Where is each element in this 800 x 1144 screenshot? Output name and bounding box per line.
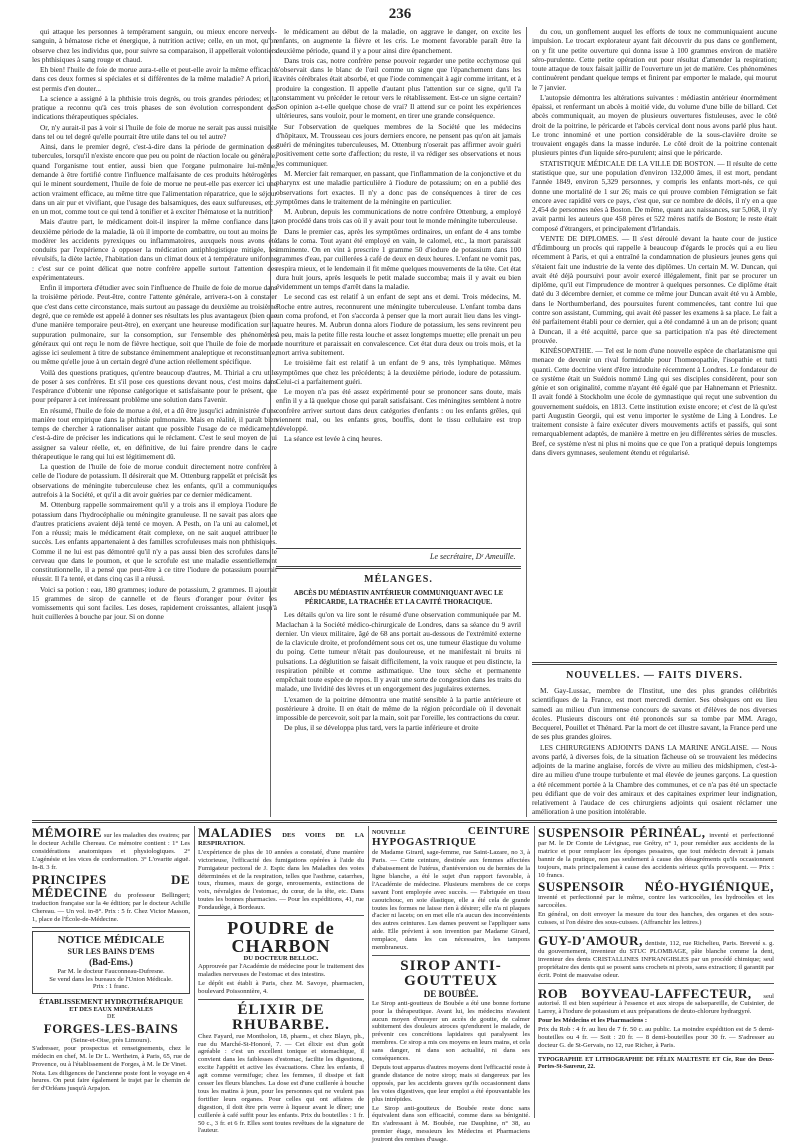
principes-heading: PRINCIPES DE MÉDECINE <box>32 871 190 901</box>
page-number: 236 <box>388 6 412 22</box>
paragraph: La séance est levée à cinq heures. <box>284 434 383 444</box>
suspensoir-note: En général, on doit envoyer la mesure du tour des hanches, des organes et des sous-cuisses, si l'on désire des sous-cuisses. (Affranchir les lettres.) <box>538 911 774 927</box>
ad-divider <box>538 983 774 984</box>
rob-sale: Pour les Médecins et les Pharmaciens : <box>538 1017 648 1025</box>
ad-divider <box>32 927 190 928</box>
paragraph: Mais d'autre part, le médicament doit-il inspirer la même confiance dans la deuxième période de la maladie, là où il importe de combattre, ou tout au moins de modérer les accidents pyrexiques ou inflammatoires, auxquels nous avons été conduits par l'expérience à opposer la médication antiphlogistique mitigée, les révulsifs, la diète lactée, l'habitation dans un climat doux et à température uniforme : c'est sur ce point délicat que notre confrère appelle surtout l'attention des expérimentateurs. <box>32 217 277 282</box>
rob-text: seul autorisé. Il est bien supérieur à l'essence et aux sirops de salsepareille, de Cuisinier, de Larrey, à l'iodure de potassium et aux préparations de deuto-chlorure hydrargyré. <box>538 992 774 1016</box>
ceinture-text: de Madame Girard, sage-femme, rue Saint-Lazare, no 3, à Paris. — Cette ceinture, destinée aux femmes affectées d'abaissement de l'utérus, d'antéversion ou de hernies de la ligne blanche, a été le sujet d'un rapport favorable, à l'Académie de médecine. Plusieurs membres de ce corps savant l'ont employée avec succès. — Fabriquée en tissu caoutchouc, en soie élastique, elle a été cela de grande toutes les formes ne laisse rien à désirer; elle n'a ni plaques d'acier ni lacets; on en met elle n'a aucun des inconvénients des autres ceintures. Les dames peuvent se l'appliquer sans aide. Elle prévient à son invention par Madame Girard, remplace, dans les cas nécessaires, les tampons membraneux. <box>372 849 530 952</box>
paragraph: Voilà des questions pratiques, qu'entre beaucoup d'autres, M. Thirial a cru utile de poser à ses confrères. Et s'il pose ces questions devant nous, c'est moins dans l'espérance d'obtenir une réponse catégorique et satisfaisante pour le présent, que pour préparer à cet intéressant problème une solution dans l'avenir. <box>32 367 277 405</box>
notice-sale: Se vend dans les bureaux de l'Union Médicale. <box>49 975 173 983</box>
ads-column-4 <box>538 826 774 1116</box>
rob-heading: ROB BOYVEAU-LAFFECTEUR, <box>538 985 752 1001</box>
paragraph: STATISTIQUE MÉDICALE DE LA VILLE DE BOSTON. — Il résulte de cette statistique que, sur une population d'environ 132,000 âmes, il est mort, pendant l'année 1849, environ 5,329 personnes, y compris les enfants mort-nés, ce qui donne une mortalité de 1 sur 26; mais ce qui prouve combien l'émigration se fait encore avec rapidité vers ce pays, c'est que, sur ce nombre de décès, il n'y en a que 2,454 de personnes nées à Boston. De même, quant aux naissances, sur 5,068, il n'y avait parmi les auteurs que 458 pères et 522 mères natifs de Boston; le reste était composé d'étrangers, et principalement d'Irlandais. <box>532 158 777 233</box>
paragraph: Eh bien! l'huile de foie de morue aura-t-elle et peut-elle avoir la même efficacité dans ces deux formes si spéciales et si différentes de la même maladie? A priori, il est permis d'en douter... <box>32 65 277 93</box>
melanges-heading: MÉLANGES. <box>364 574 433 585</box>
paragraph: le médicament au début de la maladie, on aggrave le danger, on excite les enfants, on augmente la fièvre et les cris. Le moment favorable paraît être la deuxième période, quand il y a pour ainsi dire épanchement. <box>276 27 521 55</box>
suspensoir-neo-heading: SUSPENSOIR NÉO-HYGIÉNIQUE, <box>538 879 774 895</box>
etab-subtitle: ET DES EAUX MINÉRALES <box>69 1006 153 1014</box>
column-rule <box>526 27 527 817</box>
memoire-heading: MÉMOIRE <box>32 825 102 840</box>
paragraph: La question de l'huile de foie de morue conduit directement notre confrère à celle de l'iodure de potassium. Il désirerait que M. Ottenburg rappelât et précisât les observations de méningite tuberculeuse chez les enfants, qu'il a communiquées autrefois à la Société, et qu'il a dit avoir guéries par ce dernier médicament. <box>32 462 277 500</box>
column-2 <box>276 27 521 572</box>
nouvelles-heading: NOUVELLES. — FAITS DIVERS. <box>566 670 743 681</box>
rob-prices: Prix du Rob : 4 fr. au lieu de 7 fr. 50 c. au public. La moindre expédition est de 5 demi-bouteilles ou 4 fr. — Soit : 20 fr. — 8 demi-bouteilles pour 30 fr. — S'adresser au docteur G. de St-Gervais, no 12, rue Richer, à Paris. <box>538 1026 774 1049</box>
ad-divider <box>538 930 774 931</box>
ads-column-1 <box>32 826 190 1116</box>
ad-divider <box>198 915 364 916</box>
forges-note: Nota. Les diligences de l'ancienne poste font le voyage en 4 heures. On peut faire également le trajet par le chemin de fer d'Orléans jusqu'à Arpajon. <box>32 1069 190 1093</box>
ceinture-pre: NOUVELLE <box>372 830 406 836</box>
ad-divider <box>372 955 530 956</box>
divider <box>532 662 777 665</box>
sirop-text-3: Le Sirop anti-goutteux de Boubée reste donc sans équivalent dans son efficacité, comme dans sa bénignité. En s'adressant à M. Boubée, rue Dauphine, n° 38, au premier étage, messieurs les Médecins et Pharmaciens jouiront des remises d'usage. <box>372 1104 530 1144</box>
maladies-heading: MALADIES <box>198 825 273 840</box>
suspensoir-perineal-heading: SUSPENSOIR PÉRINÉAL, <box>538 825 706 840</box>
column-rule <box>270 27 271 817</box>
ads-column-3 <box>372 825 530 1144</box>
guy-text: dentiste, 112, rue Richelieu, Paris. Breveté s. g. du gouvernement, inventeur du STUC PLOMBAGE, pâte blanche comme la dent, inventeur des dents CRISTALLINES INFRANGIBLES par un procédé chimique; seul propriétaire des dents qui se posent sans crochets ni pivots, sans extraction; il garantit par écrit. Point de mauvaise odeur. <box>538 939 774 979</box>
forges-text: S'adresser, pour prospectus et renseignements, chez le médecin en chef, M. le Dr L. Wertheim, à Paris, 65, rue de Provence, ou à l'établissement de Forges, à M. le Dr Vinet. <box>32 1044 190 1068</box>
sirop-heading: SIROP ANTI-GOUTTEUX <box>400 957 502 989</box>
paragraph: Voici sa potion : eau, 180 grammes; iodure de potassium, 2 grammes. Il ajoutait 15 grammes de sirop de cannelle et de fleurs d'oranger pour éviter les vomissements qui sont faciles. Les doses, rapidement croissantes, allaient jusqu'à huit cuillerées à bouche par jour. Si on donne <box>32 584 277 622</box>
paragraph: VENTE DE DIPLOMES. — Il s'est déroulé devant la haute cour de justice d'Édimbourg un procès qui rappelle à beaucoup d'égards le procès qui a eu lieu récemment à Paris, et qui a entraîné la condamnation de plusieurs jeunes gens qui s'étaient fait une industrie de la vente des diplômes. Un certain M. W. Duncan, qui avait été déjà poursuivi pour avoir exercé illégalement, finit par se procurer un diplôme, qu'il eut l'imprudence de montrer à quelques personnes. Ce diplôme était daté du 3 décembre dernier, et comme ce même jour Duncan avait été vu à Amble, dans le Northumberland, des poursuites furent commencées, tant contre lui que contre son assistant, Cumming, qui avait été passer les examens à sa place. Le fait a été parfaitement établi pour ce dernier, qui a été condamné à un an de prison; quant à Duncan, il a été acquitté, parce que sa participation n'a pas été directement prouvée. <box>532 233 777 345</box>
paragraph: Dans le premier cas, après les symptômes ordinaires, un enfant de 4 ans tombe dans le coma. Tout ayant été employé en vain, le calomel, etc., la mort paraissait imminente. On en vint à prescrire 1 gramme 50 d'iodure de potassium dans 100 grammes d'eau, par cuillerées à café de deux en deux heures. L'enfant ne vomit pas, respira mieux, et le lendemain il fit même quelques mouvements de la tête. Cet état dura huit jours, après lesquels le petit malade succomba; mais il y avait eu bien évidemment un temps d'arrêt dans la maladie. <box>276 226 521 292</box>
paragraph: M. Mercier fait remarquer, en passant, que l'inflammation de la conjonctive et du pharynx est une maladie particulière à l'iodure de potassium; on en a publié des observations fort exactes. Il n'y a donc pas de conséquences à tirer de ces symptômes dans le traitement de la méningite en particulier. <box>276 168 521 206</box>
forges-place: (Seine-et-Oise, près Limours). <box>70 1036 152 1044</box>
sirop-subtitle: DE BOUBÉE. <box>423 988 479 999</box>
paragraph: De plus, il se développa plus tard, vers la partie inférieure et droite <box>284 723 479 733</box>
ad-column-rule <box>368 826 369 1118</box>
ad-divider <box>198 999 364 1000</box>
paragraph: Dans trois cas, notre confrère pense pouvoir regarder une petite ecchymose qui s'observait dans le blanc de l'œil comme un signe que l'épanchement dans les cavités cérébrales était absorbé, et que l'iode commençait à agir comme irritant, et à produire la congestion. Il appelle d'autant plus l'attention sur ce signe, qu'il l'a constamment vu précéder le retour vers le rétablissement. Est-ce un signe certain? Son opinion a-t-elle quelque chose de vrai? Il attend sur ce point les expériences ultérieures, sans vouloir, pour le moment, en tirer une grande conséquence. <box>276 55 521 121</box>
ad-column-rule <box>534 826 535 1118</box>
paragraph: du cou, un gonflement auquel les efforts de toux ne communiquaient aucune impulsion. Le trocart explorateur ayant fait découvrir du pus dans ce gonflement, on y fit une petite ouverture qui donna issue à 100 grammes environ de matière séro-purulente. Cette petite opération eut pour résultat d'amender la respiration; toute attaque de toux faisait jaillir de l'ouverture un jet de matière. Ces phénomènes continuèrent pendant quelque temps et finirent par emporter le malade, qui mourut le 7 janvier. <box>532 27 777 92</box>
paragraph: Ainsi, dans le premier degré, c'est-à-dire dans la période de germination des tubercules, lorsqu'il n'existe encore que peu ou point de réaction locale ou générale, quand l'organisme tout entier, aussi bien que l'organe pulmonaire lui-même, demande à être fortifié contre l'influence malfaisante de ces produits hétérogènes qui le minent sourdement, l'huile de foie de morue ne peut-elle pas exercer ici une action vraiment efficace, au même titre que l'alimentation réparatrice, que le séjour dans un air pur et vivifiant, que l'usage des balsamiques, des eaux sulfureuses, etc., en un mot, comme tout ce qui tend à tonifier et à exciter l'hématose et la nutrition? <box>32 142 277 217</box>
suspensoir-neo-text: inventé et perfectionné par le même, contre les varicocèles, les hydrocèles et les sarcocèles. <box>538 894 774 910</box>
ad-divider <box>538 1053 774 1054</box>
maladies-subtitle: DES VOIES DE LA RESPIRATION. <box>198 832 364 847</box>
notice-box <box>32 931 190 994</box>
paragraph: Le second cas est relatif à un enfant de sept ans et demi. Trois médecins, M. Roche entre autres, reconnurent une méningite tuberculeuse. L'enfant tomba dans un coma profond, et l'on s'accorda à penser que la mort aurait lieu dans les vingt-quatre heures. M. Aubrun donna alors l'iodure de potassium, les sens revinrent peu à peu, mais la petite fille resta louche et assez longtemps muette; elle prenait un peu de nourriture et paraissait en convalescence. Cet état dura deux ou trois mois, et la mort arriva subitement. <box>276 292 521 358</box>
melanges-column <box>276 590 521 818</box>
divider <box>276 566 521 569</box>
paragraph: En résumé, l'huile de foie de morue a été, et a dû être jusqu'ici administrée d'une manière tout empirique dans la phthisie pulmonaire. Mais en réalité, il paraît bien temps de chercher à rationnaliser autant que possible l'usage de ce médicament, c'est-à-dire de préciser les indications qui le réclament. C'est le seul moyen de lui assigner sa valeur réelle, et, en définitive, de lui faire prendre dans le cadre thérapeutique le rang qui lui est légitimement dû. <box>32 405 277 461</box>
printer-line: TYPOGRAPHIE ET LITHOGRAPHIE DE FÉLIX MALTESTE ET Cie, Rue des Deux-Portes-St-Sauveur, 22. <box>538 1056 774 1071</box>
suspensoir-perineal-text: inventé et perfectionné par M. le Dr Comte de Lévignac, rue Grétry, n° 1, pour remédier aux accidents de la matrice et pour remplacer les éponges pessaires, que tout médecin devrait à jamais bannir de la pratique, non pas seulement à cause des désagréments qu'ils occasionnent toujours, mais principalement à cause des accidents sérieux qu'ils provoquent. — Prix : 10 francs. <box>538 832 774 879</box>
paragraph: La science a assigné à la phthisie trois degrés, ou trois grandes périodes; et la pratique a reconnu qu'à ces trois phases de son évolution correspondent des indications thérapeutiques spéciales. <box>32 93 277 122</box>
ad-column-rule <box>194 826 195 1118</box>
paragraph: M. Ottenburg rappelle sommairement qu'il y a trois ans il employa l'iodure de potassium dans l'hydrocéphalie ou méningite granuleuse. Il ne savait pas alors que d'autres praticiens avaient déjà tenté ce moyen. A Pesth, on l'a uni au calomel, et l'on a réussi; mais le médicament était complexe, on ne sait auquel attribuer le succès. Les enfants appartenaient à des familles scrofuleuses mais non phthisiques. Comme il ne lui est pas démontré qu'il n'y a pas aussi bien des scrofules dans le cerveau que dans le poumon, et que le scrofule est une maladie essentiellement constitutionnelle, il a pensé que peut-être à ce titre l'iodure de potassium pourrait réussir. Il l'a tenté, et dans cinq cas il a réussi. <box>32 500 277 584</box>
paragraph: Or, n'y aurait-il pas à voir si l'huile de foie de morue ne serait pas aussi nuisible dans tel ou tel degré qu'elle pourrait être utile dans tel ou tel autre? <box>32 122 277 141</box>
etab-title: ÉTABLISSEMENT HYDROTHÉRAPIQUE <box>39 997 183 1007</box>
notice-price: Prix : 1 franc. <box>92 983 130 991</box>
ads-divider <box>32 820 777 823</box>
etab-de: DE <box>107 1014 115 1021</box>
poudre-subtitle: DU DOCTEUR BELLOC. <box>243 955 319 963</box>
forges-name: FORGES-LES-BAINS <box>43 1021 179 1037</box>
ads-column-2 <box>198 825 364 1135</box>
paragraph: L'examen de la poitrine démontra une matité sensible à la partie antérieure et postérieure à droite. Il en était de même de la région précordiale où il devenait impossible de percevoir, soit par la main, soit par l'oreille, les contractions du cœur. <box>276 694 521 723</box>
paragraph: Le troisième fait est relatif à un enfant de 9 ans, très lymphatique. Mêmes symptômes que chez les précédents; à la deuxième période, iodure de potassium. Celui-ci a parfaitement guéri. <box>276 358 521 386</box>
poudre-depot: Le dépôt est établi à Paris, chez M. Savoye, pharmacien, boulevard Poissonnière, 4. <box>198 979 364 995</box>
paragraph: M. Gay-Lussac, membre de l'Institut, une des plus grandes célébrités scientifiques de la France, est mort mercredi dernier. Ses obsèques ont eu lieu samedi au milieu d'un immense concours de savans et d'élèves de nos diverses écoles. Plusieurs discours ont été prononcés sur sa tombe par MM. Arago, Becquerel, Pouillet et Thénard. Par la mort de cet illustre savant, la France perd une de ses plus grandes gloires. <box>532 686 777 742</box>
notice-author: Par M. le docteur Fauconneau-Dufresne. <box>57 967 165 975</box>
memoire-text: sur les maladies des ovaires; par le docteur Achille Chereau. Ce mémoire contient : 1° Les considérations anatomiques et physiologiques. 2° L'agénésie et les vices de conformation. 3° L'ovarite aiguë. In-8. 3 fr. <box>32 832 190 871</box>
paragraph: Le moyen n'a pas été assez expérimenté pour se prononcer sans doute, mais enfin il y a là quelque chose qui paraît satisfaisant. Ces méningites semblent à notre confrère arriver surtout dans deux catégories d'enfants : ou les enfants grêles, qui viennent mal, ou les enfants gros, bouffis, dont le tissu cellulaire est trop développé. <box>276 387 521 434</box>
paragraph: M. Aubrun, depuis les communications de notre confrère Ottenburg, a employé son procédé dans trois cas où il y avait pour tout le monde méningite tuberculeuse. <box>276 207 521 226</box>
paragraph: LES CHIRURGIENS ADJOINTS DANS LA MARINE ANGLAISE. — Nous avons parlé, à diverses fois, de la situation fâcheuse où se trouvaient les médecins adjoints de la marine anglaise, forcés de vivre au milieu des midshipmen, c'est-à-dire au milieu d'une troupe turbulente et mal élevée de jeunes garçons. La question a été récemment portée à la Chambre des communes, et ce n'a pas été un spectacle peu édifiant que de voir des amiraux et des capitaines exprimer leur indignation, relativement à l'audace de ces chirurgiens adjoints qui osaient réclamer une amélioration à une position intolérable. <box>532 742 777 817</box>
nouvelles-column <box>532 686 777 818</box>
paragraph: Enfin il importera d'étudier avec soin l'influence de l'huile de foie de morue dans la troisième période. Peut-être, contre l'attente générale, arrivera-t-on à constater que c'est dans cette circonstance, mais surtout au passage du deuxième au troisième degré, que ce remède est appelé à donner ses résultats les plus avantageux (bien que d'une manière temporaire peut-être), en exerçant une heureuse modification sur la suppuration pulmonaire, sur la consomption, sur l'ensemble des phénomènes généraux qui ont reçu le nom de fièvre hectique, soit que l'huile de foie de morue agisse ici seulement à titre de substance éminemment analeptique et reconstituante, ou même qu'elle joue à un certain degré d'une action réellement spécifique. <box>32 283 277 367</box>
sirop-text-2: Depuis tout apparus d'autres moyens dont l'efficacité reste à grande distance de notre sirop; mais si dangereux par les opposés, par les accidents graves qu'ils occasionnent dans les voies digestives, que leur emploi a été épouvantable les plus intrépides. <box>372 1064 530 1103</box>
guy-heading: GUY-D'AMOUR, <box>538 932 643 948</box>
notice-title: NOTICE MÉDICALE <box>57 934 165 947</box>
sirop-text-1: Le Sirop anti-goutteux de Boubée a été une bonne fortune pour la thérapeutique. Avant lui, les médecins n'avaient aucun moyen d'enrayer un accès de goutte, de calmer subitement des douleurs atroces qu'endurent le malade, de prévenir ces concrétions lapidaires qui paralysent les membres. Ce sirop a mis ces moyens en leurs mains, et cela sans danger, ni dans son actualité, ni dans ses conséquences. <box>372 999 530 1063</box>
divider <box>276 548 521 549</box>
poudre-heading: POUDRE de CHARBON <box>227 918 335 957</box>
paragraph: Sur l'observation de quelques membres de la Société que les médecins d'hôpitaux, M. Trousseau ces jours derniers encore, ne pensent pas qu'on ait jamais guéri de méningites tuberculeuses, M. Ottenburg n'oserait pas affirmer avoir guéri positivement cette sorte d'affection; du reste, il va rédiger ses observations et nous les communiquer. <box>276 121 521 168</box>
elixir-heading: ÉLIXIR DE RHUBARBE. <box>232 1001 330 1033</box>
ceinture-heading: CEINTURE HYPOGASTRIQUE <box>372 825 530 849</box>
principes-text: du professeur Bellingeri; traduction française sur la 4e édition; par le docteur Achille Chereau. — Un vol. in-8°. Prix : 5 fr. Chez Victor Masson, 1, place de l'École-de-Médecine. <box>32 892 190 924</box>
poudre-text: Approuvée par l'Académie de médecine pour le traitement des maladies nerveuses de l'estomac et des intestins. <box>198 962 364 978</box>
paragraph: Les détails qu'on va lire sont le résumé d'une observation communiquée par M. Maclachan à la Société médico-chirurgicale de Londres, dans sa séance du 9 avril dernier. Un vieux militaire, âgé de 68 ans portait au-dessous de l'extrémité externe de la clavicule droite, et profondément sous cet os, une tumeur élastique du volume du poing. Cette tumeur n'était pas douloureuse, et ne manifestait ni bruits ni pulsations. La déglutition se faisait difficilement, la voix rauque et peu distincte, la respiration pénible et comme asthmatique. Une toux sèche et permanente empêchait toute espèce de repos. Il y avait une sorte de congestion dans les traits du malade, une lividité des lèvres et un engorgement des jugulaires externes. <box>276 610 521 694</box>
paragraph: qui attaque les personnes à tempérament sanguin, ou mieux encore nerveux-sanguin, à hématose riche et énergique, à nutrition active; celle, en un mot, qu'on observe chez les individus que, pour suivre sa comparaison, il appellerait volontiers les phthisiques à sang rouge et chaud. <box>32 27 277 64</box>
paragraph: ABCÈS DU MÉDIASTIN ANTÉRIEUR COMMUNIQUANT AVEC LE PÉRICARDE, LA TRACHÉE ET LA CAVITÉ THORACIQUE. <box>293 590 504 606</box>
elixir-text: Chez Fayard, rue Montholon, 18, pharm., et chez Blayn, ph., rue du Marché-St-Honoré, 7. — Cet élixir est d'un goût agréable : c'est un excellent tonique et stomachique, il convient dans les faiblesses d'estomac, facilite les digestions, excite l'appétit et active les évacuations. Chez les enfants, il agit comme vermifuge; chez les femmes, il dissipe et fait cesser les fleurs blanches. La dose est d'une cuillerée à bouche tous les matins à jeun, pour les personnes qui ne veulent pas fortifier leurs organes. Pour celles qui ont affaires de digestion, il doit être pris verre à liqueur avant le dîner; une cuillerée à café suffit pour les enfants. Prix du bouteilles : 1 fr. 50 c., 3 fr. et 6 fr. Elles sont toutes revêtues de la signature de l'auteur. <box>198 1032 364 1135</box>
notice-subtitle: SUR LES BAINS D'EMS <box>67 947 155 957</box>
paragraph: L'autopsie démontra les altérations suivantes : médiastin antérieur énormément épaissi, et renfermant un abcès à moitié vide, du volume d'une bille de billard. Cet abcès communiquait, au moyen de plusieurs ouvertures fistuleuses, avec le côté droit de la poitrine, le péricarde et l'abcès cervical dont nous avons parlé plus haut. Le tronc innominé et une portion considérable de la sous-clavière droite se trouvaient engagés dans la masse indurée. Le côté droit de la poitrine contenait plusieurs pintes d'un liquide séro-purulent; ainsi que le péricarde. <box>532 92 777 158</box>
paragraph: KINÉSOPATHIE. — Tel est le nom d'une nouvelle espèce de charlatanisme qui menace de devenir un rival formidable pour l'homœopathie, l'isopathie et tutti quanti. Cette doctrine vient d'être introduite récemment à Londres. Le fondateur de ce système était un Suédois nommé Ling qui ses disciples considèrent, pour son génie et son originalité, comme n'ayant été égalé que par Hahnemann et Priesnitz. Il avait fondé à Stockholm une école de gymnastique qui reçut une subvention du gouvernement suédois, en 1813. Cette institution existe encore; et c'est de là qu'est parti Augustin Georgii, qui est venu importer le système de Ling à Londres. Le traitement consiste à faire exécuter divers mouvements actifs et passifs, qui sont remarquablement adaptés, de manière à mettre en jeu différentes séries de muscles. Bref, ce système n'est ni plus ni moins que ce que l'on a pratiqué depuis longtemps dans divers gymnases, seulement étendu et régularisé. <box>532 346 777 457</box>
secretary-signature: Le secrétaire, Dʳ Ameuille. <box>430 552 516 561</box>
column-1 <box>32 27 277 817</box>
maladies-text: L'expérience de plus de 10 années a constaté, d'une manière victorieuse, l'efficacité des fumigations opérées à l'aide du Fumigateur pectoral de J. Espic dans les Maladies des voies déterminées et de la respiration, telles que l'asthme, catarrhes, toux, rhumes, maux de gorge, enrouements, extinctions de voix, névralgies de l'estomac, du cœur, de la tête, etc. Dans toutes les bonnes pharmacies. — Pour les expéditions, 41, rue Fondaudège, à Bordeaux. <box>198 848 364 912</box>
notice-place: (Bad-Ems.) <box>89 956 133 967</box>
